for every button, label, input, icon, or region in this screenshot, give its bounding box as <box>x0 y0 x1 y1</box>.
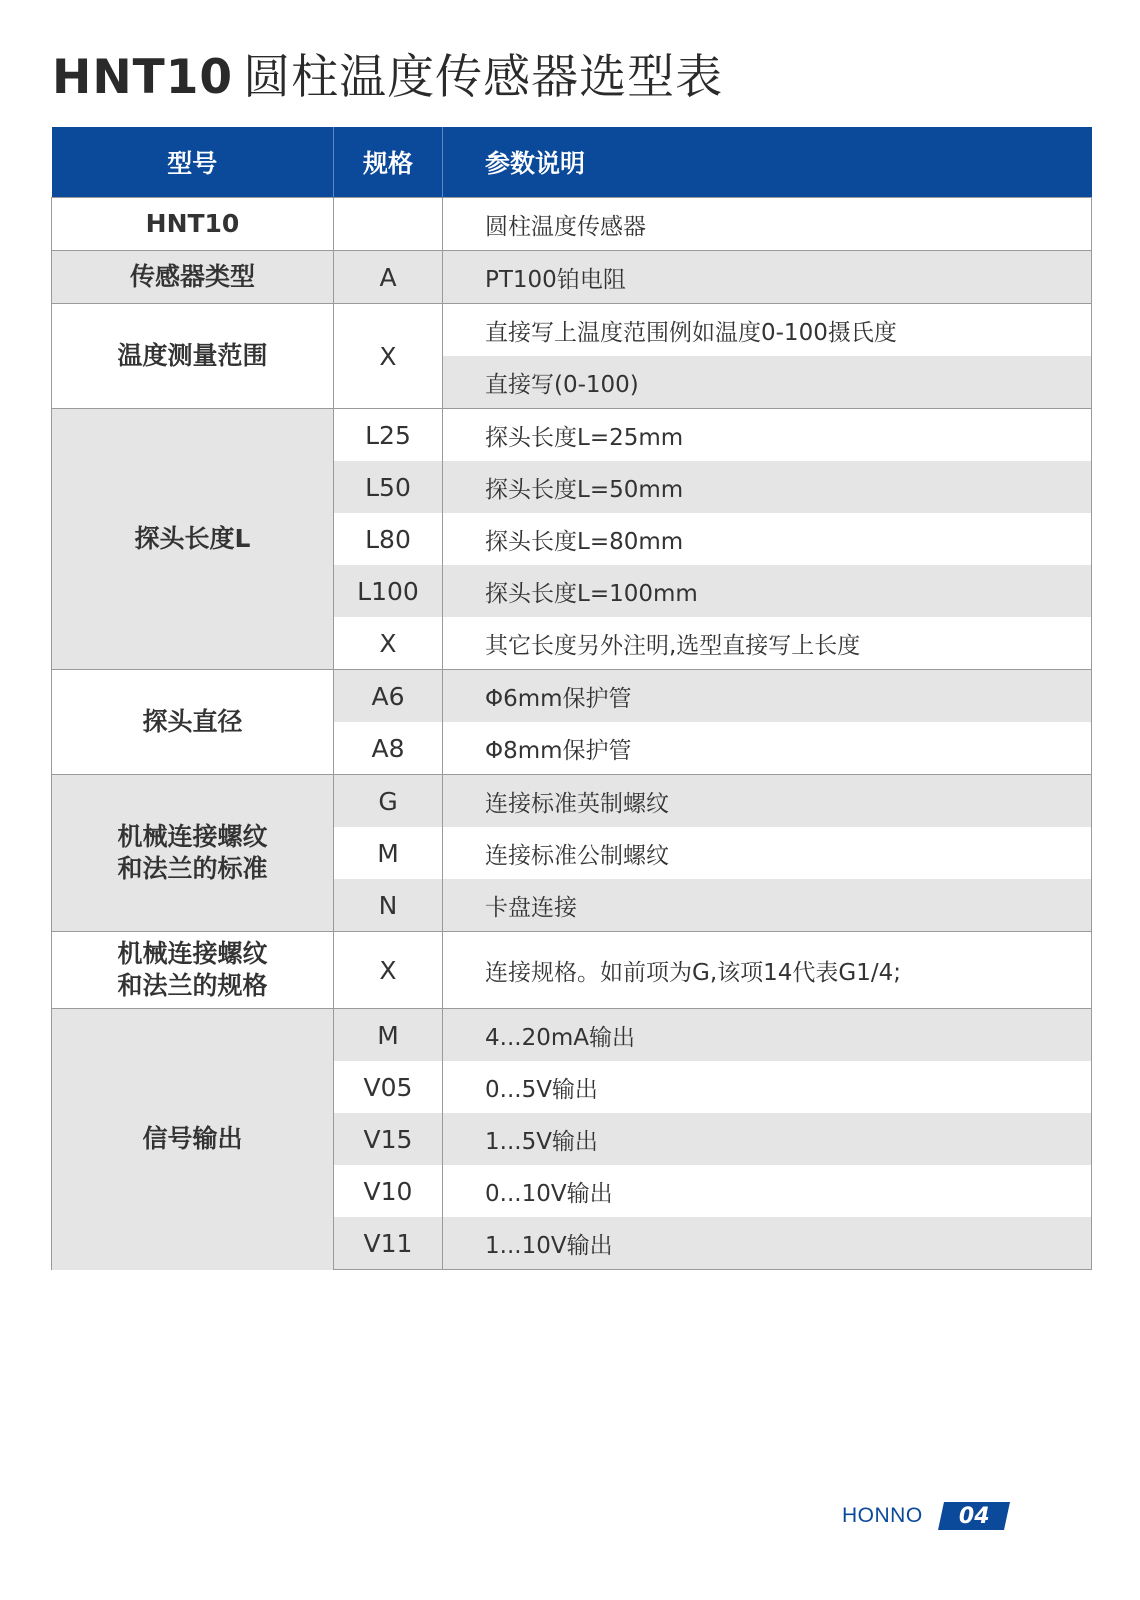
row-desc-probe-length: 其它长度另外注明,选型直接写上长度 <box>443 617 1092 670</box>
table-header-row <box>52 127 1092 198</box>
row-label-signal-output: 信号输出 <box>52 1009 334 1270</box>
row-spec-sensor-type: A <box>334 251 443 304</box>
row-spec-signal-output: M <box>334 1009 443 1062</box>
row-spec-signal-output: V10 <box>334 1165 443 1217</box>
row-spec-probe-diameter: A6 <box>334 670 443 723</box>
header-spec: 规格 <box>334 127 443 198</box>
row-desc-probe-length: 探头长度L=50mm <box>443 461 1092 513</box>
row-spec-temp-range: X <box>334 304 443 409</box>
selection-table <box>51 127 1092 1270</box>
row-desc-probe-length: 探头长度L=25mm <box>443 409 1092 462</box>
page-title-text: 圆柱温度传感器选型表 <box>243 50 724 105</box>
brand-name: HONNO <box>842 1504 923 1527</box>
row-label-thread-spec <box>52 932 334 1009</box>
row-spec-signal-output: V15 <box>334 1113 443 1165</box>
row-spec-probe-diameter: A8 <box>334 722 443 775</box>
row-desc-temp-range-1: 直接写上温度范围例如温度0-100摄氏度 <box>443 304 1092 357</box>
row-spec-probe-length: L25 <box>334 409 443 462</box>
row-desc-signal-output: 0...10V输出 <box>443 1165 1092 1217</box>
row-desc-signal-output: 0...5V输出 <box>443 1061 1092 1113</box>
row-desc-signal-output: 1...5V输出 <box>443 1113 1092 1165</box>
page-title <box>52 40 723 107</box>
row-spec-probe-length: L80 <box>334 513 443 565</box>
row-spec-probe-length: X <box>334 617 443 670</box>
header-model: 型号 <box>52 127 334 198</box>
row-spec-signal-output: V05 <box>334 1061 443 1113</box>
label-line: 和法兰的标准 <box>117 854 268 883</box>
row-spec-probe-length: L100 <box>334 565 443 617</box>
table-row <box>52 1009 1092 1062</box>
table-row <box>52 775 1092 828</box>
row-spec-thread-standard: M <box>334 827 443 879</box>
row-label-temp-range: 温度测量范围 <box>52 304 334 409</box>
row-spec-thread-spec: X <box>334 932 443 1009</box>
row-desc-sensor-type: PT100铂电阻 <box>443 251 1092 304</box>
row-desc-probe-length: 探头长度L=80mm <box>443 513 1092 565</box>
row-label-probe-diameter: 探头直径 <box>52 670 334 775</box>
row-spec-model <box>334 198 443 251</box>
label-line: 机械连接螺纹 <box>117 822 268 851</box>
row-desc-thread-standard: 连接标准公制螺纹 <box>443 827 1092 879</box>
label-line: 机械连接螺纹 <box>117 939 268 968</box>
row-spec-probe-length: L50 <box>334 461 443 513</box>
row-desc-model: 圆柱温度传感器 <box>443 198 1092 251</box>
row-desc-signal-output: 4...20mA输出 <box>443 1009 1092 1062</box>
row-desc-probe-diameter: Φ8mm保护管 <box>443 722 1092 775</box>
page-title-model: HNT10 <box>52 50 234 105</box>
row-desc-signal-output: 1...10V输出 <box>443 1217 1092 1270</box>
header-description: 参数说明 <box>443 127 1092 198</box>
row-desc-temp-range-2: 直接写(0-100) <box>443 356 1092 409</box>
row-label-model: HNT10 <box>52 198 334 251</box>
row-desc-thread-standard: 卡盘连接 <box>443 879 1092 932</box>
page-number-badge <box>938 1502 1010 1530</box>
row-desc-probe-diameter: Φ6mm保护管 <box>443 670 1092 723</box>
table-row <box>52 932 1092 1009</box>
label-line: 和法兰的规格 <box>117 971 268 1000</box>
row-label-probe-length: 探头长度L <box>52 409 334 670</box>
row-label-sensor-type: 传感器类型 <box>52 251 334 304</box>
table-row <box>52 670 1092 723</box>
row-label-thread-standard <box>52 775 334 932</box>
row-desc-thread-standard: 连接标准英制螺纹 <box>443 775 1092 828</box>
table-row <box>52 409 1092 462</box>
page-footer <box>842 1502 1007 1530</box>
row-spec-signal-output: V11 <box>334 1217 443 1270</box>
table-row <box>52 251 1092 304</box>
page-number: 04 <box>958 1503 989 1529</box>
row-spec-thread-standard: N <box>334 879 443 932</box>
row-spec-thread-standard: G <box>334 775 443 828</box>
table-row <box>52 304 1092 357</box>
row-desc-probe-length: 探头长度L=100mm <box>443 565 1092 617</box>
table-row <box>52 198 1092 251</box>
row-desc-thread-spec: 连接规格。如前项为G,该项14代表G1/4; <box>443 932 1092 1009</box>
